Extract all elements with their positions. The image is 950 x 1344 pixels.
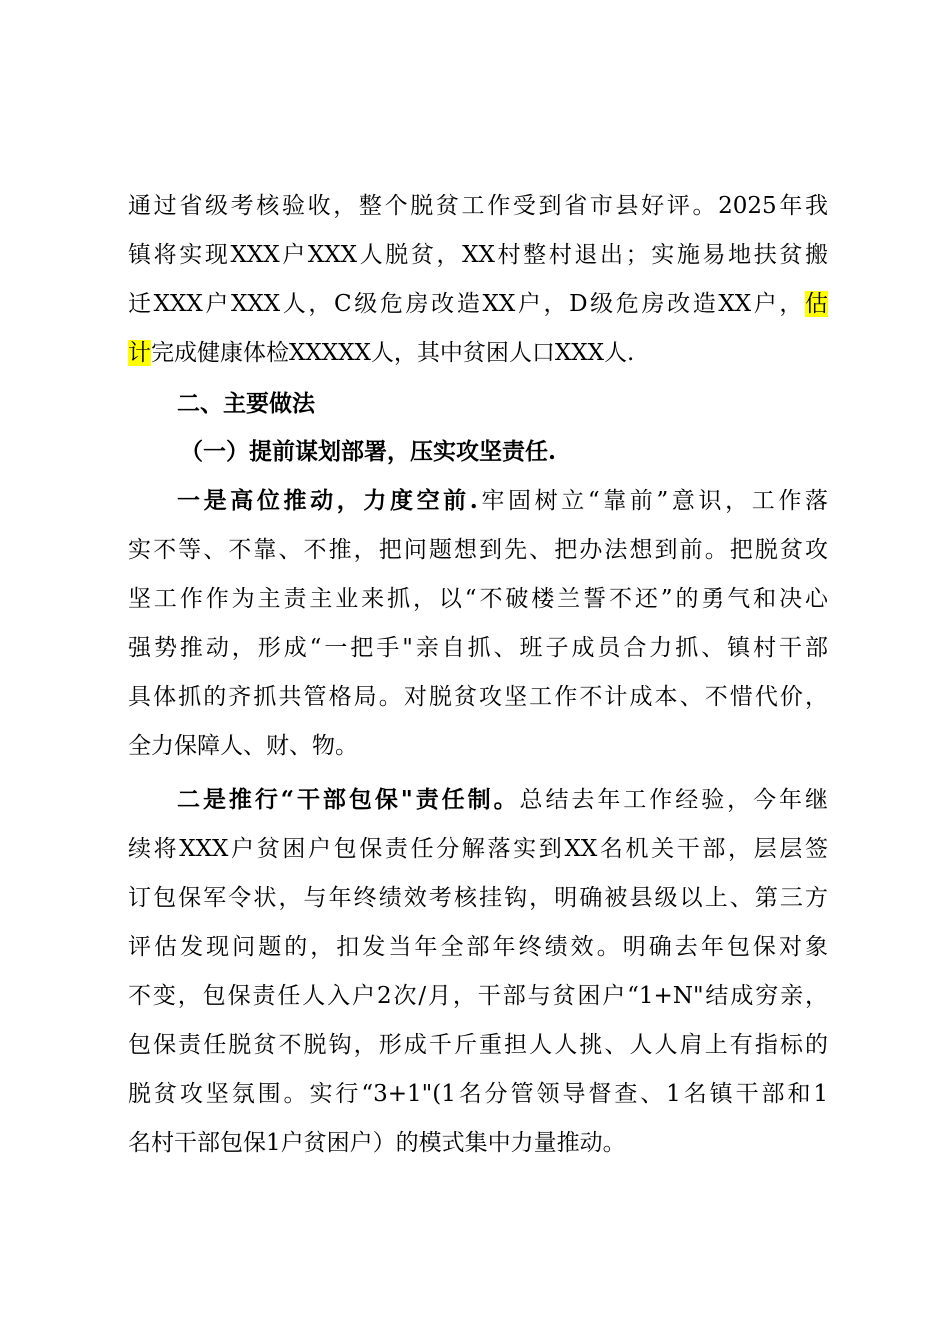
subheading-plan-deploy: （一）提前谋划部署，压实攻坚责任. [180, 438, 557, 465]
para1-line2: 镇将实现XXX户XXX人脱贫，XX村整村退出；实施易地扶贫搬 [128, 242, 828, 268]
para2-line3: 坚工作作为主责主业来抓，以“不破楼兰誓不还”的勇气和决心 [128, 586, 828, 612]
section-heading-main-practices: 二、主要做法 [177, 391, 315, 417]
para3-line8: 名村干部包保1户贫困户）的模式集中力量推动。 [128, 1130, 626, 1156]
para3-line3: 订包保军令状，与年终绩效考核挂钩，明确被县级以上、第三方 [128, 885, 828, 911]
para1-line1: 通过省级考核验收，整个脱贫工作受到省市县好评。2025年我 [128, 193, 828, 219]
para3-line2: 续将XXX户贫困户包保责任分解落实到XX名机关干部，层层签 [128, 836, 828, 862]
para2-line1-rest: 牢固树立“靠前”意识，工作落 [477, 488, 828, 514]
highlighted-text: 计 [128, 340, 151, 366]
highlighted-text: 估 [805, 291, 828, 317]
para2-line1 [177, 481, 828, 521]
para3-line4: 评估发现问题的，扣发当年全部年终绩效。明确去年包保对象 [128, 934, 828, 960]
para3-line5: 不变，包保责任人入户2次/月，干部与贫困户“1+N"结成穷亲， [128, 983, 828, 1009]
para3-line6: 包保责任脱贫不脱钩，形成千斤重担人人挑、人人肩上有指标的 [128, 1032, 828, 1058]
para3-line1 [177, 780, 828, 820]
para2-line6: 全力保障人、财、物。 [128, 733, 358, 759]
para2-line2: 实不等、不靠、不推，把问题想到先、把办法想到前。把脱贫攻 [128, 537, 828, 563]
para1-line3 [128, 284, 828, 324]
para2-line5: 具体抓的齐抓共管格局。对脱贫攻坚工作不计成本、不惜代价， [128, 684, 828, 710]
para2-line4: 强势推动，形成“一把手"亲自抓、班子成员合力抓、镇村干部 [128, 635, 828, 661]
para1-line4 [128, 333, 828, 373]
para3-lead: 二是推行“干部包保"责任制。 [177, 786, 520, 813]
para3-line1-rest: 总结去年工作经验，今年继 [519, 787, 828, 813]
para1-line3-text: 迁XXX户XXX人，C级危房改造XX户，D级危房改造XX户， [128, 291, 805, 317]
para3-line7: 脱贫攻坚氛围。实行“3+1"(1名分管领导督查、1名镇干部和1 [128, 1081, 828, 1107]
para1-line4-text: 完成健康体检XXXXX人，其中贫困人口XXX人. [151, 340, 635, 366]
para2-lead: 一是高位推动，力度空前. [177, 487, 478, 514]
